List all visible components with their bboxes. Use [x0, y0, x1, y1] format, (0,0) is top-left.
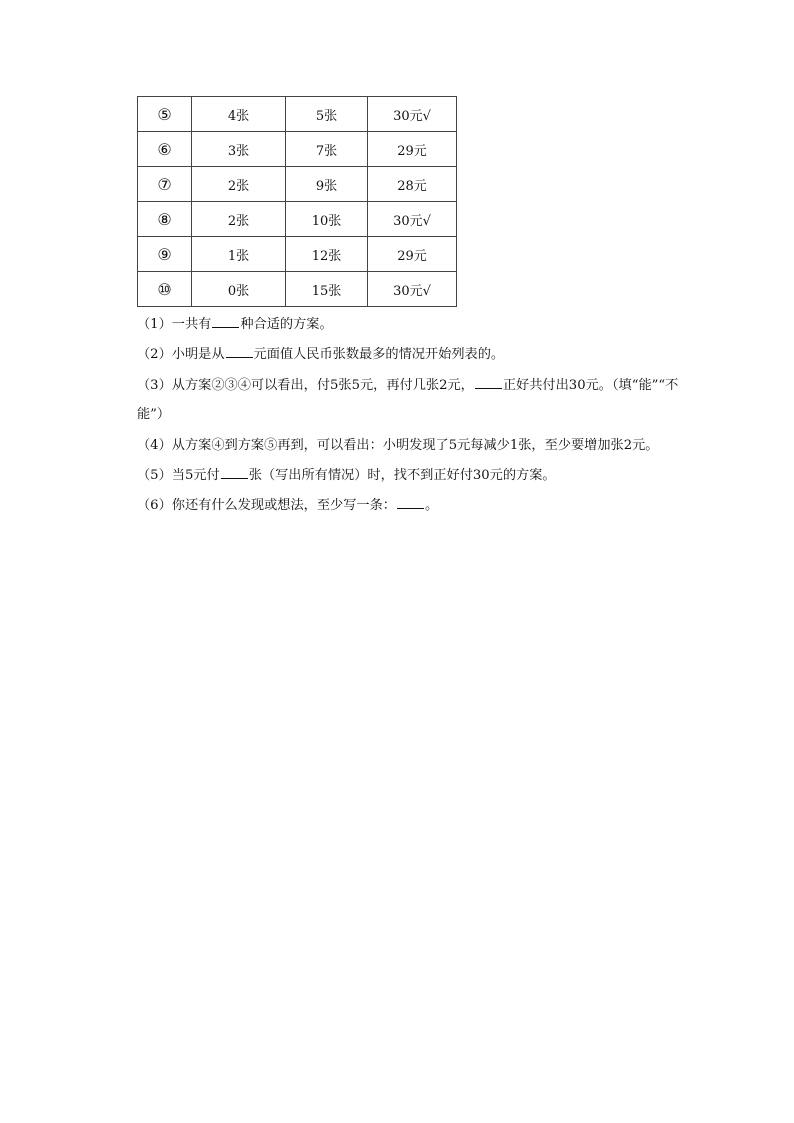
question-5-prefix: （5）当5元付 — [137, 468, 220, 483]
answer-blank[interactable] — [226, 344, 253, 358]
question-2 — [137, 341, 682, 369]
table-row — [138, 97, 457, 132]
table-row — [138, 272, 457, 307]
plan-number-cell: ⑥ — [138, 132, 192, 167]
question-2-prefix: （2）小明是从 — [137, 347, 225, 362]
two-yuan-count-cell: 5张 — [286, 97, 368, 132]
five-yuan-count-cell: 4张 — [192, 97, 286, 132]
plan-number-cell: ⑦ — [138, 167, 192, 202]
question-3-suffix: 正好共付出30元。（填“能”“不能”） — [137, 378, 679, 422]
total-cell: 28元 — [368, 167, 457, 202]
answer-blank[interactable] — [397, 495, 424, 509]
two-yuan-count-cell: 9张 — [286, 167, 368, 202]
table-body — [138, 97, 457, 307]
question-6 — [137, 492, 682, 520]
question-6-prefix: （6）你还有什么发现或想法，至少写一条： — [137, 498, 396, 513]
total-cell: 29元 — [368, 237, 457, 272]
answer-blank[interactable] — [221, 465, 248, 479]
payment-plan-table — [137, 96, 457, 307]
five-yuan-count-cell: 2张 — [192, 167, 286, 202]
question-4 — [137, 431, 682, 460]
two-yuan-count-cell: 15张 — [286, 272, 368, 307]
table-row — [138, 132, 457, 167]
two-yuan-count-cell: 12张 — [286, 237, 368, 272]
question-4-text: （4）从方案④到方案⑤再到，可以看出：小明发现了5元每减少1张，至少要增加张2元。 — [137, 438, 659, 453]
total-cell: 30元√ — [368, 97, 457, 132]
two-yuan-count-cell: 7张 — [286, 132, 368, 167]
five-yuan-count-cell: 0张 — [192, 272, 286, 307]
two-yuan-count-cell: 10张 — [286, 202, 368, 237]
question-3-prefix: （3）从方案②③④可以看出，付5张5元，再付几张2元， — [137, 378, 474, 393]
question-6-suffix: 。 — [424, 498, 439, 513]
five-yuan-count-cell: 2张 — [192, 202, 286, 237]
plan-number-cell: ⑧ — [138, 202, 192, 237]
plan-number-cell: ⑨ — [138, 237, 192, 272]
five-yuan-count-cell: 3张 — [192, 132, 286, 167]
table-row — [138, 167, 457, 202]
plan-number-cell: ⑤ — [138, 97, 192, 132]
total-cell: 30元√ — [368, 202, 457, 237]
plan-number-cell: ⑩ — [138, 272, 192, 307]
question-5 — [137, 462, 682, 490]
question-3 — [137, 371, 682, 429]
total-cell: 30元√ — [368, 272, 457, 307]
total-cell: 29元 — [368, 132, 457, 167]
table-row — [138, 237, 457, 272]
question-1-prefix: （1）一共有 — [137, 317, 212, 332]
question-list — [137, 311, 682, 522]
table-row — [138, 202, 457, 237]
answer-blank[interactable] — [212, 314, 239, 328]
question-1 — [137, 311, 682, 339]
question-2-suffix: 元面值人民币张数最多的情况开始列表的。 — [253, 347, 505, 362]
answer-blank[interactable] — [475, 375, 502, 389]
question-1-suffix: 种合适的方案。 — [240, 317, 333, 332]
five-yuan-count-cell: 1张 — [192, 237, 286, 272]
question-5-suffix: 张（写出所有情况）时，找不到正好付30元的方案。 — [248, 468, 556, 483]
